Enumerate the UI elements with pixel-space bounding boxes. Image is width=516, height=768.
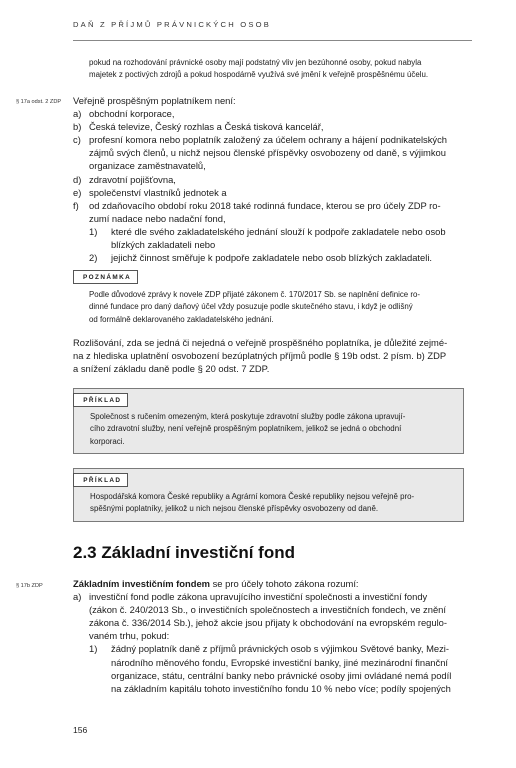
text-line: a snížení základu daně podle § 20 odst. 7 ZDP.	[73, 363, 270, 375]
text-line: zdravotní pojišťovna,	[89, 173, 176, 185]
text-line: jejichž činnost směřuje k podpoře zakladatele nebo osob blízkých zakladateli.	[111, 252, 433, 264]
text-line: národního měnového fondu, Evropské investiční banky, jiné mezinárodní finanční	[111, 656, 449, 668]
intro-paragraph	[89, 57, 473, 82]
example-text	[74, 487, 463, 516]
example-box	[73, 388, 464, 454]
text-line: zákona č. 336/2014 Sb.), jehož akcie jsou přijaty k obchodování na evropském regulo-	[89, 617, 448, 629]
page-number: 156	[73, 725, 88, 735]
text-line: zumí nadace nebo nadační fond,	[89, 212, 226, 224]
list-item	[73, 133, 473, 172]
sub-list-item	[73, 225, 473, 251]
text-line: blízkých zakladateli nebo	[111, 239, 216, 251]
example-text	[74, 407, 463, 448]
margin-reference: § 17b ZDP	[16, 583, 43, 589]
list-marker: 1)	[89, 643, 98, 655]
list-item	[73, 107, 473, 120]
text-line: cího zdravotní služby, není veřejně prospěšným poplatníkem, jelikož se jedná o obchodní	[90, 424, 402, 434]
text-line: obchodní korporace,	[89, 108, 175, 120]
text-line: dinné fundace pro daný daňový účel vždy posuzuje podle skutečného stavu, i když je odlišný	[89, 302, 413, 312]
note-label: POZNÁMKA	[73, 270, 138, 284]
margin-reference: § 17a odst. 2 ZDP	[16, 99, 62, 105]
defined-term: Základním investičním fondem	[73, 578, 211, 589]
sub-list-item	[73, 642, 473, 694]
text-line: na základním kapitálu tohoto investičního fondu 10 % nebo více; podíly spojených	[111, 682, 451, 694]
text-line: profesní komora nebo poplatník založený za účelem ochrany a hájení podnikatelských	[89, 134, 448, 146]
text-line: pokud na rozhodování právnické osoby mají podstatný vliv jen bezúhonné osoby, pokud nabyla	[89, 58, 422, 67]
text-line: zájmů svých členů, u nichž nejsou členské příspěvky osvobozeny od daně, s výjimkou	[89, 147, 446, 159]
running-header: DAŇ Z PŘÍJMŮ PRÁVNICKÝCH OSOB	[73, 20, 271, 29]
text-line: (zákon č. 240/2013 Sb., o investičních společnostech a investičních fondech, ve znění	[89, 604, 446, 616]
text-line: žádný poplatník daně z příjmů právnických osob s výjimkou Světové banky, Mezi-	[111, 643, 450, 655]
example-box	[73, 468, 464, 522]
list-marker: c)	[73, 134, 81, 146]
text-line: Společnost s ručením omezeným, která poskytuje zdravotní služby podle zákona upravují-	[90, 412, 406, 421]
text-line: investiční fond podle zákona upravujícího investiční společnosti a investiční fondy	[89, 591, 428, 603]
list-marker: e)	[73, 186, 82, 198]
list-marker: 2)	[89, 252, 98, 264]
text-line: společenství vlastníků jednotek a	[89, 186, 227, 198]
list-item	[73, 186, 473, 199]
non-public-benefit-list	[73, 94, 473, 264]
list-item	[73, 173, 473, 186]
list-item	[73, 590, 473, 642]
text-line: od zdaňovacího období roku 2018 také rodinná fundace, kterou se pro účely ZDP ro-	[89, 199, 441, 211]
note-text	[73, 289, 473, 326]
definition-lead	[73, 577, 473, 590]
investment-fund-definition	[73, 577, 473, 695]
list-marker: b)	[73, 121, 82, 133]
sub-list-item	[73, 251, 473, 264]
note-box	[73, 266, 473, 326]
text-line: na z hlediska uplatnění osvobození bezúplatných příjmů podle § 19b odst. 2 písm. b) ZDP	[73, 350, 447, 362]
list-item	[73, 120, 473, 133]
list-item	[73, 199, 473, 225]
list-marker: a)	[73, 108, 82, 120]
header-divider	[73, 40, 472, 41]
list-heading: Veřejně prospěšným poplatníkem není:	[73, 95, 236, 106]
text-line: vaném trhu, pokud:	[89, 630, 170, 642]
text-line: Česká televize, Český rozhlas a Česká tisková kancelář,	[89, 121, 324, 133]
text-line: Podle důvodové zprávy k novele ZDP přijaté zákonem č. 170/2017 Sb. se naplnění definice ro-	[89, 290, 421, 299]
list-marker: d)	[73, 173, 82, 185]
list-marker: f)	[73, 199, 79, 211]
section-title: 2.3 Základní investiční fond	[73, 543, 295, 562]
text-line: majetek z poctivých zdrojů a pokud hospodárně využívá své jmění k veřejně prospěšnému účelu.	[89, 70, 429, 80]
text-line: které dle svého zakladatelského jednání slouží k podpoře zakladatele nebo osob	[111, 225, 446, 237]
list-marker: 1)	[89, 225, 98, 237]
text-line: korporaci.	[90, 436, 125, 446]
text-line: od formálně deklarovaného zakladatelského jednání.	[89, 314, 274, 324]
example-label: PŘÍKLAD	[73, 393, 128, 407]
text-line: se pro účely tohoto zákona rozumí:	[210, 578, 359, 589]
body-paragraph	[73, 336, 473, 375]
text-line: organizace, státu, centrální banky nebo právnické osoby jimi ovládané nemá podíl	[111, 669, 452, 681]
text-line: organizace zaměstnavatelů,	[89, 160, 206, 172]
text-line: Hospodářská komora České republiky a Agrární komora České republiky nejsou veřejně pro-	[90, 492, 415, 501]
text-line: spěšnými poplatníky, jelikož u nich nejsou členské příspěvky osvobozeny od daně.	[90, 504, 379, 514]
example-label: PŘÍKLAD	[73, 473, 128, 487]
list-marker: a)	[73, 591, 82, 603]
text-line: Rozlišování, zda se jedná či nejedná o veřejně prospěšného poplatníka, je důležité zejmé-	[73, 337, 448, 348]
